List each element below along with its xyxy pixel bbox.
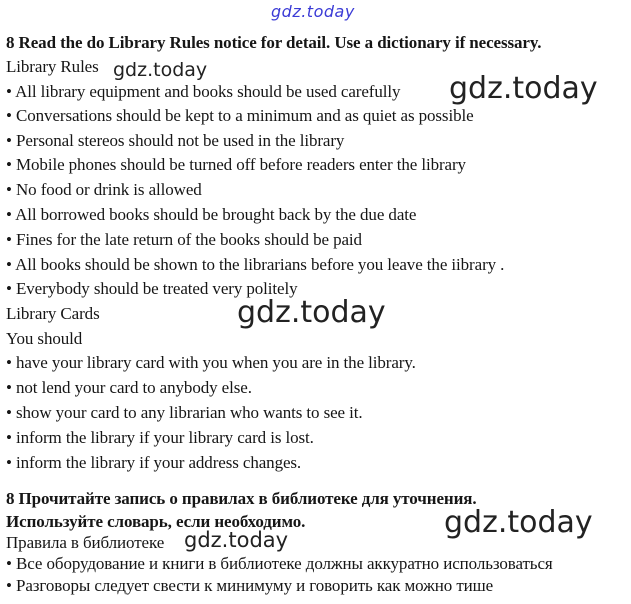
watermark: gdz.today [184, 528, 289, 552]
rule-item: • All borrowed books should be brought back by the due date [6, 205, 417, 224]
rule-item: • Fines for the late return of the books should be paid [6, 230, 362, 249]
cards-title-en: Library Cards [6, 304, 100, 323]
cards-intro-en: You should [6, 329, 83, 348]
rules-title-ru: Правила в библиотеке [6, 533, 165, 552]
watermark: gdz.today [113, 59, 208, 81]
rule-item: • Mobile phones should be turned off before readers enter the library [6, 155, 466, 174]
rule-item-ru: • Все оборудование и книги в библиотеке должны аккуратно использоваться [6, 554, 553, 573]
watermark: gdz.today [449, 71, 598, 106]
task-heading-en: 8 Read the do Library Rules notice for detail. Use a dictionary if necessary. [6, 33, 542, 52]
card-item: • inform the library if your address changes. [6, 453, 302, 472]
task-heading-ru-line1: 8 Прочитайте запись о правилах в библиотеке для уточнения. [6, 489, 477, 508]
rule-item-ru: • Разговоры следует свести к минимуму и говорить как можно тише [6, 576, 494, 595]
watermark: gdz.today [444, 505, 593, 540]
card-item: • not lend your card to anybody else. [6, 378, 252, 397]
rule-item: • Conversations should be kept to a minimum and as quiet as possible [6, 106, 474, 125]
card-item: • have your library card with you when you are in the library. [6, 353, 416, 372]
watermark: gdz.today [237, 295, 386, 330]
rule-item: • Personal stereos should not be used in the library [6, 131, 345, 150]
card-item: • show your card to any librarian who wants to see it. [6, 403, 363, 422]
rule-item: • No food or drink is allowed [6, 180, 202, 199]
rule-item: • Everybody should be treated very politely [6, 279, 298, 298]
rules-title-en: Library Rules [6, 57, 99, 76]
watermark-top: gdz.today [271, 2, 355, 21]
card-item: • inform the library if your library card is lost. [6, 428, 314, 447]
rule-item: • All library equipment and books should be used carefully [6, 82, 401, 101]
rule-item: • All books should be shown to the librarians before you leave the iibrary . [6, 255, 505, 274]
task-heading-ru-line2: Используйте словарь, если необходимо. [6, 512, 306, 531]
